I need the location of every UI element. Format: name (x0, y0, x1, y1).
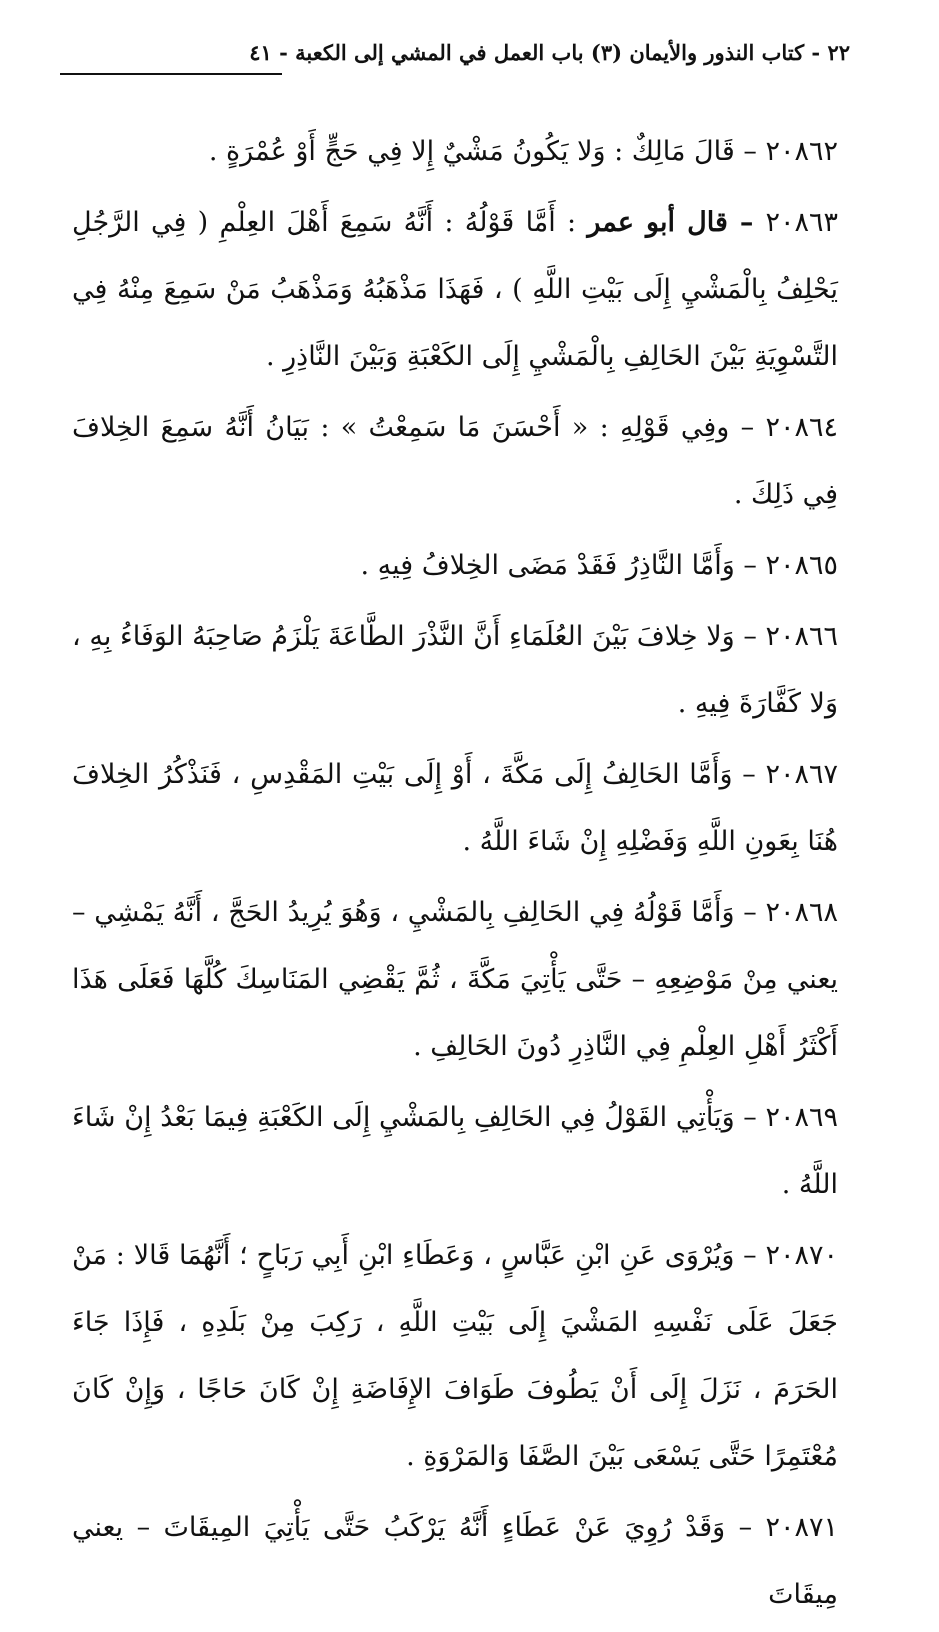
paragraph-text: – وَأَمَّا قَوْلُهُ فِي الحَالِفِ بِالمَشْيِ ، وَهُوَ يُرِيدُ الحَجَّ ، أَنَّهُ يَمْشِي – يعني مِنْ مَوْضِعِهِ – حَتَّى يَأْتِيَ مَكَّةَ ، ثُمَّ يَقْضِي المَنَاسِكَ كُلَّهَا فَعَلَى هَذَا أَكْثَرُ أَهْلِ العِلْمِ فِي النَّاذِرِ دُونَ الحَالِفِ . (72, 897, 838, 1062)
paragraph-number: ٢٠٨٦٨ (765, 897, 838, 928)
paragraph-number: ٢٠٨٦٩ (765, 1102, 838, 1133)
paragraph-20862 (72, 118, 838, 185)
paragraph-number: ٢٠٨٦٧ (765, 759, 838, 790)
paragraph-20863 (72, 189, 838, 390)
paragraph-20865 (72, 532, 838, 599)
page-body (72, 118, 838, 1632)
paragraph-20869 (72, 1084, 838, 1218)
paragraph-number: ٢٠٨٦٣ (765, 207, 839, 238)
paragraph-text: : أَمَّا قَوْلُهُ : أَنَّهُ سَمِعَ أَهْلَ العِلْمِ ( فِي الرَّجُلِ يَحْلِفُ بِالْمَشْيِ إِلَى بَيْتِ اللَّهِ ) ، فَهَذَا مَذْهَبُهُ وَمَذْهَبُ مَنْ سَمِعَ مِنْهُ فِي التَّسْوِيَةِ بَيْنَ الحَالِفِ بِالْمَشْيِ إِلَى الكَعْبَةِ وَبَيْنَ النَّاذِرِ . (72, 207, 838, 372)
paragraph-text: – وَأَمَّا النَّاذِرُ فَقَدْ مَضَى الخِلافُ فِيهِ . (360, 550, 766, 581)
paragraph-number: ٢٠٨٦٦ (765, 621, 838, 652)
paragraph-text: – وَأَمَّا الحَالِفُ إِلَى مَكَّةَ ، أَوْ إِلَى بَيْتِ المَقْدِسِ ، فَنَذْكُرُ الخِلافَ هُنَا بِعَونِ اللَّهِ وَفَضْلِهِ إِنْ شَاءَ اللَّهُ . (72, 759, 838, 857)
header-rule (60, 73, 282, 75)
paragraph-text: – وفِي قَوْلِهِ : « أَحْسَنَ مَا سَمِعْتُ » : بَيَانُ أَنَّهُ سَمِعَ الخِلافَ فِي ذَلِكَ . (72, 412, 838, 510)
paragraph-20867 (72, 741, 838, 875)
paragraph-number: ٢٠٨٧٠ (765, 1240, 838, 1271)
paragraph-20868 (72, 879, 838, 1080)
paragraph-20871 (72, 1494, 838, 1628)
paragraph-20866 (72, 603, 838, 737)
running-header (60, 40, 850, 80)
paragraph-text: – وَلا خِلافَ بَيْنَ العُلَمَاءِ أَنَّ النَّذْرَ الطَّاعَةَ يَلْزَمُ صَاحِبَهُ الوَفَاءُ بِهِ ، وَلا كَفَّارَةَ فِيهِ . (72, 621, 838, 719)
paragraph-20870 (72, 1222, 838, 1490)
paragraph-text: – وَقَدْ رُوِيَ عَنْ عَطَاءٍ أَنَّهُ يَرْكَبُ حَتَّى يَأْتِيَ المِيقَاتَ – يعني مِيقَاتَ (72, 1512, 838, 1610)
paragraph-number: ٢٠٨٦٥ (765, 550, 838, 581)
paragraph-text: – وَيَأْتِي القَوْلُ فِي الحَالِفِ بِالمَشْيِ إِلَى الكَعْبَةِ فِيمَا بَعْدُ إِنْ شَاءَ اللَّهُ . (72, 1102, 838, 1200)
paragraph-20864 (72, 394, 838, 528)
paragraph-bold-lead: – قال أبو عمر (587, 207, 766, 238)
paragraph-number: ٢٠٨٦٢ (765, 136, 838, 167)
paragraph-text: – وَيُرْوَى عَنِ ابْنِ عَبَّاسٍ ، وَعَطَاءِ ابْنِ أَبِي رَبَاحٍ ؛ أَنَّهُمَا قَالا : مَنْ جَعَلَ عَلَى نَفْسِهِ المَشْيَ إِلَى بَيْتِ اللَّهِ ، رَكِبَ مِنْ بَلَدِهِ ، فَإِذَا جَاءَ الحَرَمَ ، نَزَلَ إِلَى أَنْ يَطُوفَ طَوَافَ الإِفَاضَةِ إِنْ كَانَ حَاجًا ، وَإِنْ كَانَ مُعْتَمِرًا حَتَّى يَسْعَى بَيْنَ الصَّفَا وَالمَرْوَةِ . (72, 1240, 838, 1472)
paragraph-number: ٢٠٨٧١ (765, 1512, 838, 1543)
paragraph-number: ٢٠٨٦٤ (765, 412, 838, 443)
paragraph-text: – قَالَ مَالِكٌ : وَلا يَكُونُ مَشْيٌ إِلا فِي حَجٍّ أَوْ عُمْرَةٍ . (208, 136, 766, 167)
header-title: ٢٢ - كتاب النذور والأيمان (٣) باب العمل في المشي إلى الكعبة - ٤١ (249, 40, 850, 65)
